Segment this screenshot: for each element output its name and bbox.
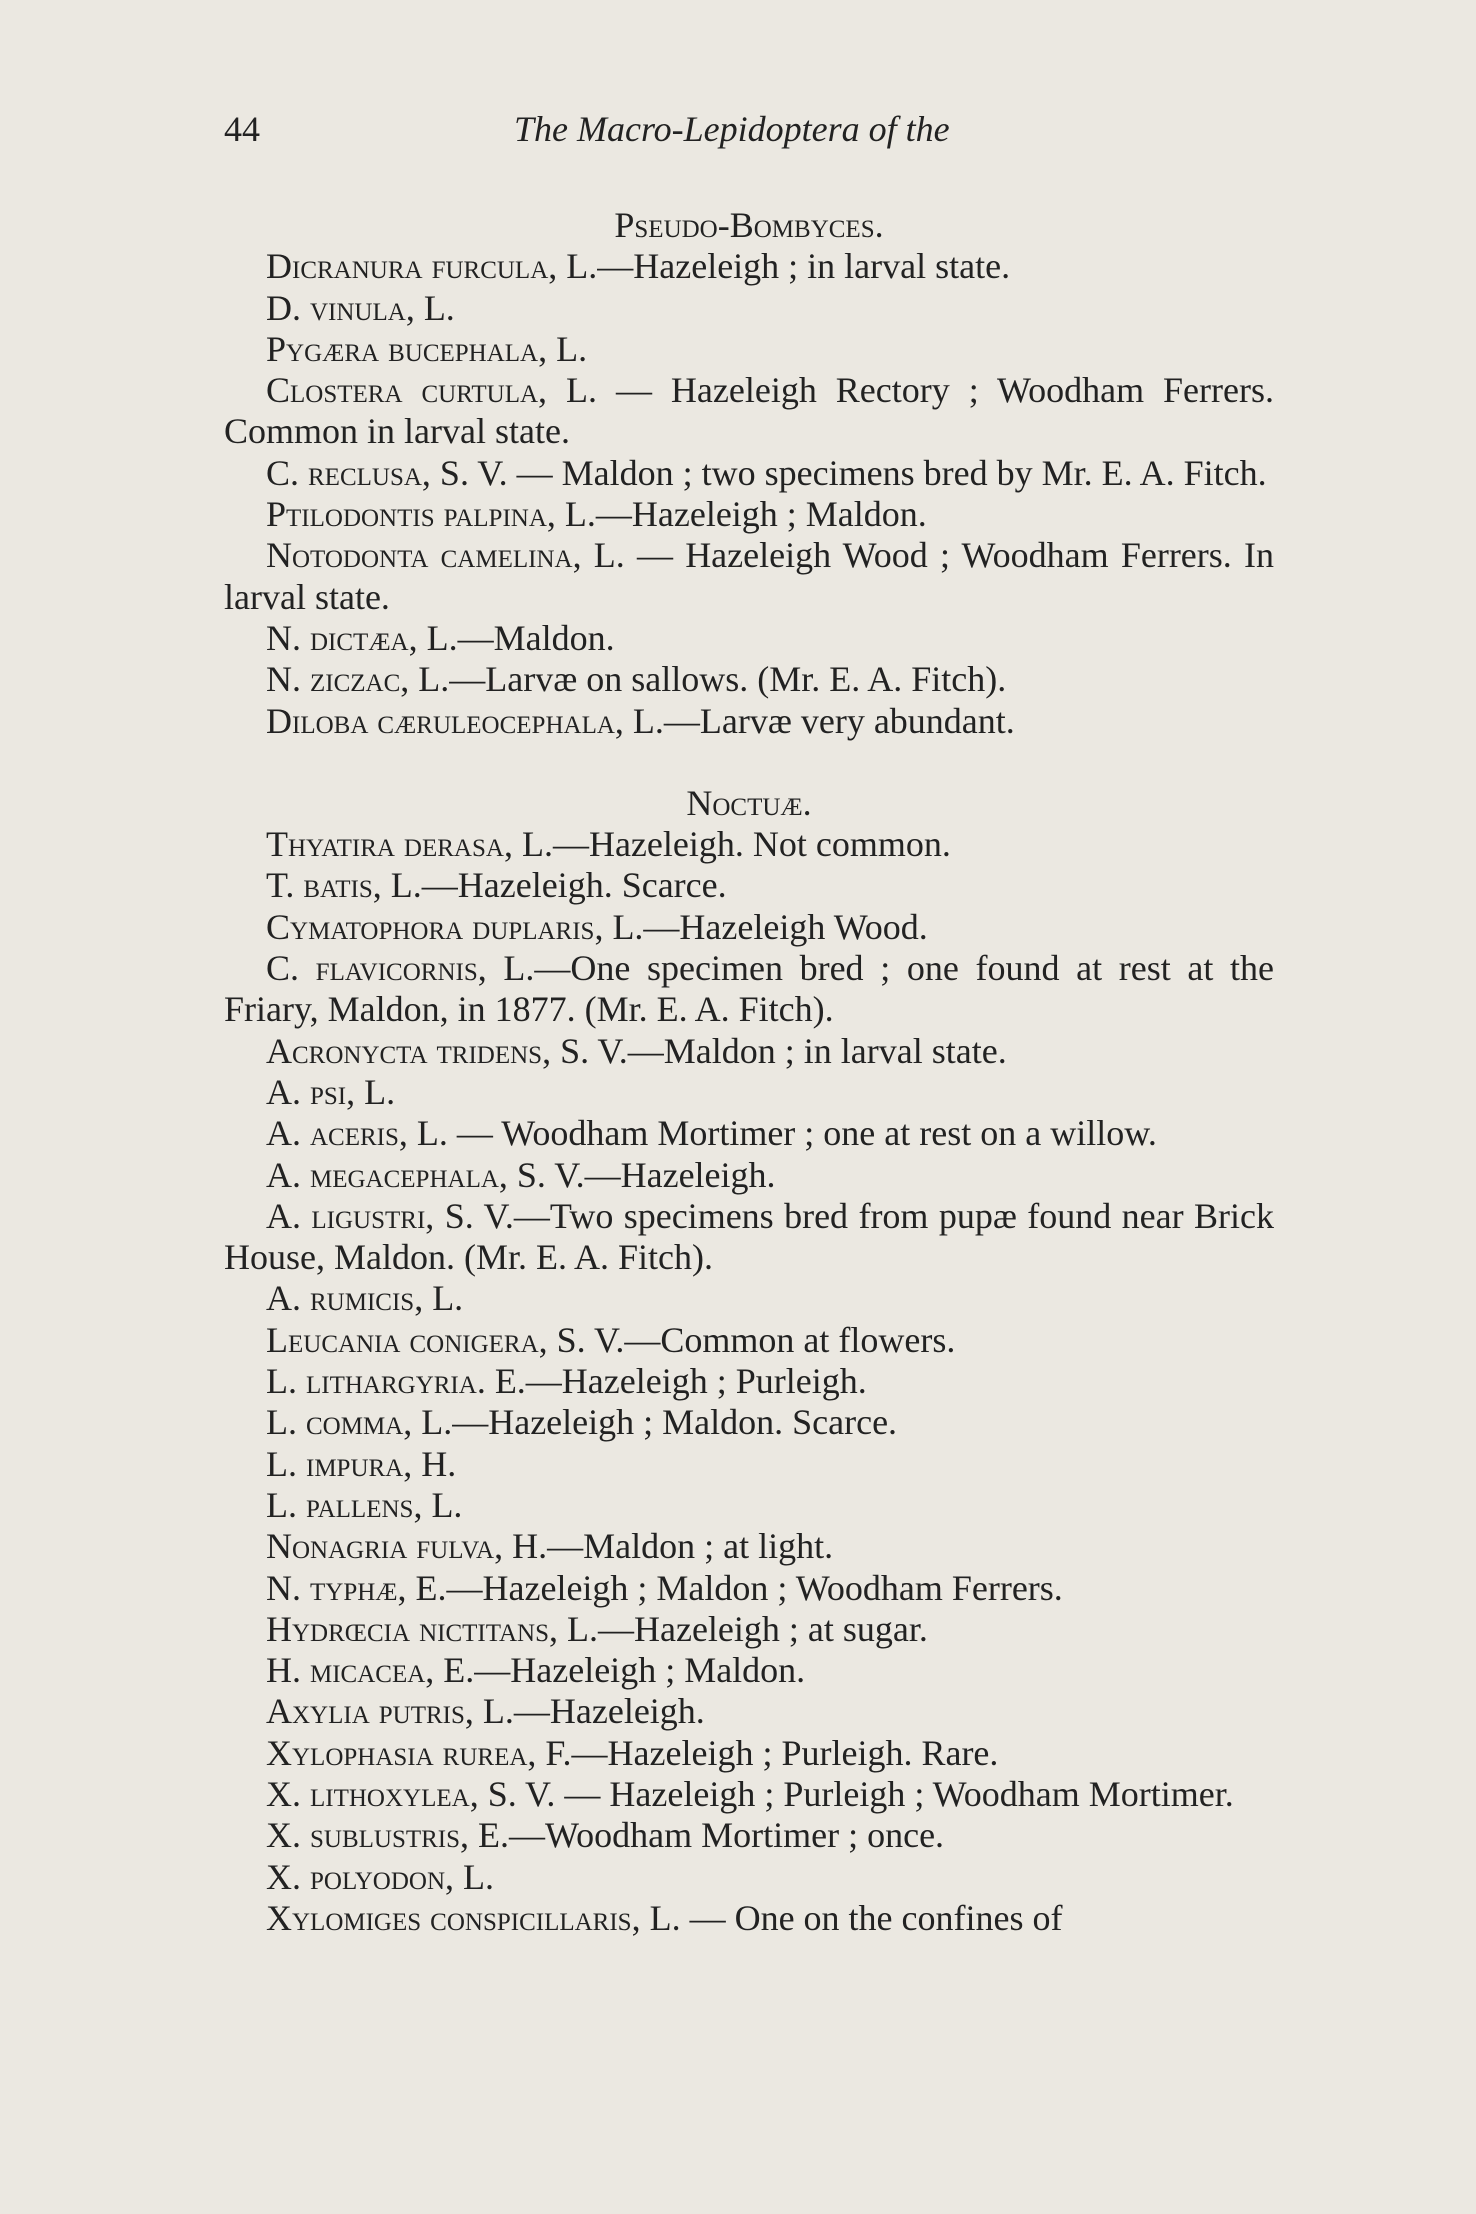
species-name: N. typhæ <box>266 1567 398 1608</box>
page-header <box>224 108 1274 148</box>
species-entry <box>224 948 1274 1031</box>
species-notes: , L. — One on the confines of <box>631 1897 1063 1938</box>
species-name: L. comma <box>266 1402 404 1443</box>
running-title: The Macro-Lepidoptera of the <box>514 109 950 149</box>
species-entry <box>224 535 1274 618</box>
species-notes: , L.—Hazeleigh. Not common. <box>503 824 951 865</box>
species-notes: , S. V. — Hazeleigh ; Purleigh ; Woodham Mortimer. <box>469 1773 1234 1814</box>
species-entry <box>224 865 1274 906</box>
species-name: Clostera curtula <box>266 370 539 411</box>
species-entry <box>224 1774 1274 1815</box>
species-notes: , F.—Hazeleigh ; Purleigh. Rare. <box>527 1732 999 1773</box>
species-name: A. rumicis <box>266 1278 415 1319</box>
species-notes: , L. — Hazeleigh Wood ; Woodham Ferrers. In larval state. <box>224 535 1274 617</box>
species-entry <box>224 1857 1274 1898</box>
species-name: Dicranura furcula <box>266 246 549 287</box>
species-notes: , L. <box>538 328 588 369</box>
species-entry <box>224 1650 1274 1691</box>
species-entry <box>224 1898 1274 1939</box>
species-notes: , L.—Hazeleigh Wood. <box>594 906 928 947</box>
species-entry <box>224 1568 1274 1609</box>
species-name: A. ligustri <box>266 1195 426 1236</box>
species-notes: , L.—Larvæ very abundant. <box>614 700 1015 741</box>
species-notes: . E.—Hazeleigh ; Purleigh. <box>476 1361 867 1402</box>
species-name: Ptilodontis palpina <box>266 494 547 535</box>
species-notes: , L.—Larvæ on sallows. (Mr. E. A. Fitch). <box>400 659 1007 700</box>
species-entry <box>224 1361 1274 1402</box>
species-name: Leucania conigera <box>266 1319 539 1360</box>
species-entry <box>224 1113 1274 1154</box>
species-entry <box>224 494 1274 535</box>
species-name: Xylophasia rurea <box>266 1732 528 1773</box>
species-entry <box>224 824 1274 865</box>
species-entry <box>224 1402 1274 1443</box>
species-entry <box>224 618 1274 659</box>
species-notes: , E.—Hazeleigh ; Maldon. <box>425 1650 806 1691</box>
species-notes: , H. <box>403 1443 457 1484</box>
species-name: X. lithoxylea <box>266 1773 470 1814</box>
species-name: Xylomiges conspicillaris <box>266 1897 632 1938</box>
species-entry <box>224 1691 1274 1732</box>
species-notes: , L. <box>346 1071 396 1112</box>
species-name: Pygæra bucephala <box>266 328 539 369</box>
species-notes: , L. <box>413 1484 463 1525</box>
species-name: Acronycta tridens <box>266 1030 543 1071</box>
species-notes: , L. <box>414 1278 464 1319</box>
species-name: N. dictæa <box>266 617 409 658</box>
species-name: N. ziczac <box>266 659 401 700</box>
species-name: X. polyodon <box>266 1856 445 1897</box>
species-name: L. pallens <box>266 1484 414 1525</box>
species-name: T. batis <box>266 865 373 906</box>
species-name: Diloba cæruleocephala <box>266 700 615 741</box>
species-notes: , L.—One specimen bred ; one found at rest at the Friary, Maldon, in 1877. (Mr. E. A. Fitch). <box>224 948 1274 1030</box>
species-notes: , L.—Hazeleigh ; at sugar. <box>549 1608 928 1649</box>
species-entry <box>224 288 1274 329</box>
species-name: A. aceris <box>266 1113 399 1154</box>
species-entry <box>224 1485 1274 1526</box>
species-name: D. vinula <box>266 287 406 328</box>
section-gap <box>224 742 1274 783</box>
page-number: 44 <box>224 109 260 149</box>
species-name: A. megacephala <box>266 1154 499 1195</box>
species-name: L. impura <box>266 1443 404 1484</box>
species-name: C. flavicornis <box>266 948 478 989</box>
species-entry <box>224 329 1274 370</box>
species-entry <box>224 907 1274 948</box>
species-entry <box>224 1444 1274 1485</box>
species-entry <box>224 1155 1274 1196</box>
species-name: Hydrœcia nictitans <box>266 1608 549 1649</box>
species-notes: , L.—Hazeleigh ; Maldon. Scarce. <box>403 1402 898 1443</box>
species-notes: , L.—Hazeleigh ; Maldon. <box>546 494 927 535</box>
species-notes: , L.—Hazeleigh ; in larval state. <box>548 246 1011 287</box>
species-entry <box>224 1031 1274 1072</box>
species-name: C. reclusa <box>266 452 422 493</box>
species-notes: , L.—Hazeleigh. <box>464 1691 705 1732</box>
species-notes: , S. V.—Maldon ; in larval state. <box>542 1030 1007 1071</box>
species-entry <box>224 1609 1274 1650</box>
species-entry <box>224 701 1274 742</box>
section-list-noctuae <box>224 824 1274 1939</box>
species-name: Cymatophora duplaris <box>266 906 595 947</box>
species-entry <box>224 1815 1274 1856</box>
species-entry <box>224 453 1274 494</box>
species-notes: , L.—Hazeleigh. Scarce. <box>372 865 727 906</box>
species-entry <box>224 659 1274 700</box>
page-body <box>224 205 1274 1939</box>
species-notes: , E.—Hazeleigh ; Maldon ; Woodham Ferrers. <box>397 1567 1063 1608</box>
species-entry <box>224 1278 1274 1319</box>
section-heading-pseudo-bombyces: Pseudo-Bombyces. <box>614 205 884 245</box>
species-notes: , S. V.—Two specimens bred from pupæ found near Brick House, Maldon. (Mr. E. A. Fitch). <box>224 1195 1274 1278</box>
species-notes: , L. <box>405 287 455 328</box>
species-entry <box>224 246 1274 287</box>
section-list-pseudo-bombyces <box>224 246 1274 742</box>
species-entry <box>224 1196 1274 1279</box>
species-name: Nonagria fulva <box>266 1526 495 1567</box>
species-notes: , L. <box>445 1856 494 1897</box>
species-notes: , S. V. — Maldon ; two specimens bred by Mr. E. A. Fitch. <box>421 452 1267 493</box>
species-name: A. psi <box>266 1071 347 1112</box>
species-notes: , L. — Hazeleigh Rectory ; Woodham Ferrers. Common in larval state. <box>224 370 1274 452</box>
species-name: Thyatira derasa <box>266 824 504 865</box>
species-name: Axylia putris <box>266 1691 465 1732</box>
species-entry <box>224 1072 1274 1113</box>
species-name: H. micacea <box>266 1650 426 1691</box>
species-notes: , S. V.—Common at flowers. <box>538 1319 956 1360</box>
species-entry <box>224 1320 1274 1361</box>
species-notes: , L. — Woodham Mortimer ; one at rest on a willow. <box>398 1113 1157 1154</box>
species-notes: , H.—Maldon ; at light. <box>494 1526 834 1567</box>
species-notes: , S. V.—Hazeleigh. <box>498 1154 776 1195</box>
species-entry <box>224 1526 1274 1567</box>
species-entry <box>224 1733 1274 1774</box>
species-notes: , L.—Maldon. <box>408 617 615 658</box>
species-name: Notodonta camelina <box>266 535 573 576</box>
section-heading-noctuae: Noctuæ. <box>686 782 812 823</box>
species-notes: , E.—Woodham Mortimer ; once. <box>460 1815 945 1856</box>
species-entry <box>224 370 1274 453</box>
species-name: L. lithargyria <box>266 1361 477 1402</box>
species-name: X. sublustris <box>266 1815 461 1856</box>
